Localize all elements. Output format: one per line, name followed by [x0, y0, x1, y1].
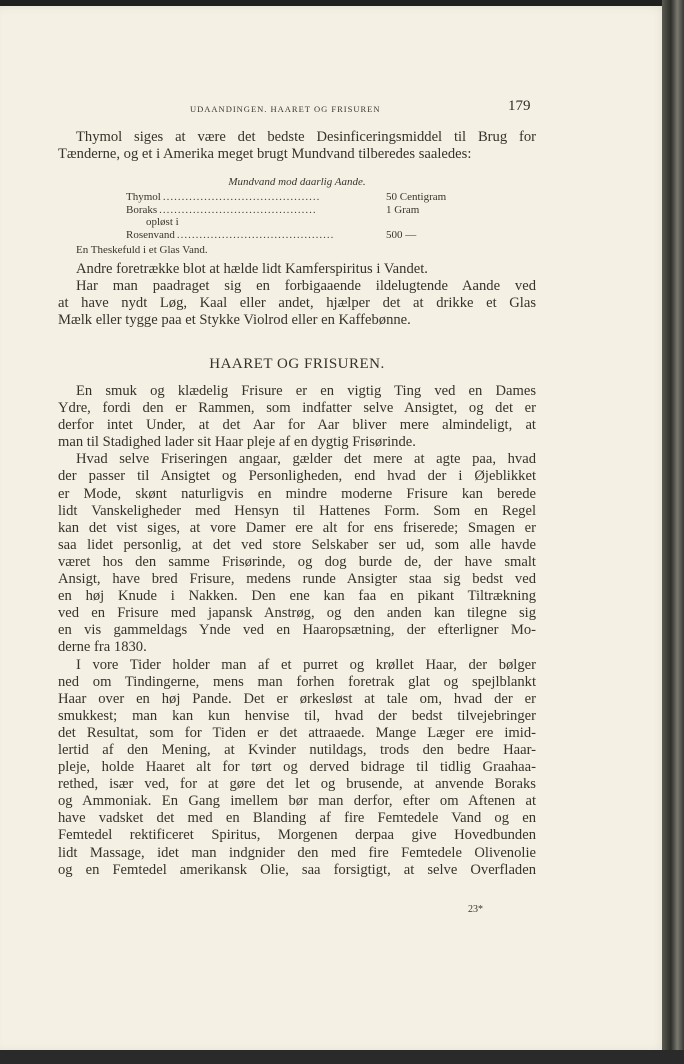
text-line: at have nydt Løg, Kaal eller andet, hjælper det at drikke et Glas — [58, 295, 536, 312]
text-line: en vis gammeldags Ynde ved en Haaropsætning, der efterligner Mo- — [58, 622, 536, 639]
text-line: Femtedel rektificeret Spiritus, Morgenen derpaa give Hovedbunden — [58, 827, 536, 844]
text-line: Thymol siges at være det bedste Desinficeringsmiddel til Brug for — [76, 129, 536, 145]
recipe-table — [126, 191, 486, 241]
text-line: og Ammoniak. En Gang imellem bør man derfor, efter om Aftenen at — [58, 793, 536, 810]
text-line: Haar over en høj Pande. Det er ørkesløst at tale om, hvad der er — [58, 690, 536, 707]
recipe-title: Mundvand mod daarlig Aande. — [228, 176, 366, 188]
ingredient-quantity: 50 Centigram — [386, 191, 447, 203]
recipe-row — [126, 216, 486, 229]
text-line: man til Stadighed lader sit Haar pleje af en dygtig Frisørinde. — [58, 434, 416, 451]
text-line: Mælk eller tygge paa et Stykke Violrod eller en Kaffebønne. — [58, 312, 411, 329]
text-line: rethed, især ved, for at gøre det let og brusende, at anvende Boraks — [58, 776, 536, 793]
text-line: er Mode, skønt naturligvis en mindre moderne Frisure kan berede — [58, 485, 536, 502]
paragraph-after-recipe — [58, 261, 536, 329]
text-line: ved en Frisure med japansk Anstrøg, og den anden kan tilegne sig — [58, 605, 536, 622]
text-line: smukkest; man kan kun henvise til, hvad der bedst tilvejebringer — [58, 707, 536, 724]
text-line: pleje, holde Haaret alt for tørt og derved bidrage til tidlig Graahaa- — [58, 759, 536, 776]
intro-paragraph — [58, 129, 536, 163]
text-line: I vore Tider holder man af et purret og krøllet Haar, der bølger — [76, 656, 536, 673]
text-line: lertid af den Mening, at Kvinder nutildags, trods den bedre Haar- — [58, 741, 536, 758]
signature-mark: 23* — [468, 904, 483, 915]
leader-dots: .......................................... — [159, 203, 317, 216]
leader-dots: .......................................... — [176, 228, 335, 241]
text-line: det Resultat, som for Tiden er det attraaede. Mange Læger ere imid- — [58, 724, 536, 741]
text-line: Tænderne, og et i Amerika meget brugt Mundvand tilberedes saaledes: — [58, 146, 472, 163]
text-line: saa lidet personlig, at det ved store Selskaber ser ud, som alle havde — [58, 536, 536, 553]
recipe-row — [126, 229, 486, 242]
ingredient-name: Boraks — [126, 203, 158, 216]
ingredient-quantity: 1 Gram — [386, 203, 420, 216]
running-head: UDAANDINGEN. HAARET OG FRISUREN — [190, 104, 381, 114]
recipe-note: En Theskefuld i et Glas Vand. — [76, 244, 208, 256]
text-line: derne fra 1830. — [58, 639, 147, 656]
text-line: En smuk og klædelig Frisure er en vigtig Ting ved en Dames — [76, 383, 536, 399]
text-line: og en Femtedel amerikansk Olie, saa forsigtigt, at selve Overfladen — [58, 861, 536, 878]
recipe-row — [126, 191, 486, 204]
ingredient-name: opløst i — [146, 216, 179, 228]
page-number: 179 — [508, 98, 531, 114]
text-line: været hos den samme Frisørinde, og dog burde de, der have smalt — [58, 553, 536, 570]
text-line: en høj Knude i Nakken. Den ene kan faa en pikant Tiltrækning — [58, 588, 536, 605]
text-line: Andre foretrække blot at hælde lidt Kamferspiritus i Vandet. — [76, 261, 428, 277]
text-line: Ansigt, have bred Frisure, medens runde Ansigter staa sig bedst ved — [58, 571, 536, 588]
section-heading: HAARET OG FRISUREN. — [209, 356, 385, 372]
text-line: ned om Tindingerne, mens man forhen foretrak glat og spejlblankt — [58, 673, 536, 690]
text-line: have vadsket det med en Blanding af fire Femtedele Vand og en — [58, 810, 536, 827]
leader-dots: .......................................... — [162, 191, 321, 203]
body-text — [58, 383, 536, 879]
text-line: lidt Massage, idet man indgnider den med fire Femtedele Olivenolie — [58, 844, 536, 861]
text-line: Hvad selve Friseringen angaar, gælder det mere at agte paa, hvad — [76, 451, 536, 468]
book-spine-edge — [662, 0, 684, 1064]
text-line: derfor intet Under, at det Aar for Aar bliver mere almindeligt, at — [58, 417, 536, 434]
text-line: Ydre, fordi den er Rammen, som indfatter selve Ansigtet, og det er — [58, 400, 536, 417]
text-line: der passer til Ansigtet og Personligheden, end hvad der i Øjeblikket — [58, 468, 536, 485]
text-line: lidt Vanskeligheder med Hensyn til Hattenes Form. Som en Regel — [58, 502, 536, 519]
ingredient-name: Thymol — [126, 191, 161, 203]
ingredient-name: Rosenvand — [126, 228, 175, 241]
scan-bottom-edge — [0, 1050, 684, 1064]
text-line: kan det vist siges, at vore Damer ere alt for ens friserede; Smagen er — [58, 519, 536, 536]
text-line: Har man paadraget sig en forbigaaende ildelugtende Aande ved — [76, 278, 536, 295]
ingredient-quantity: 500 — — [386, 228, 417, 241]
recipe-row — [126, 204, 486, 217]
